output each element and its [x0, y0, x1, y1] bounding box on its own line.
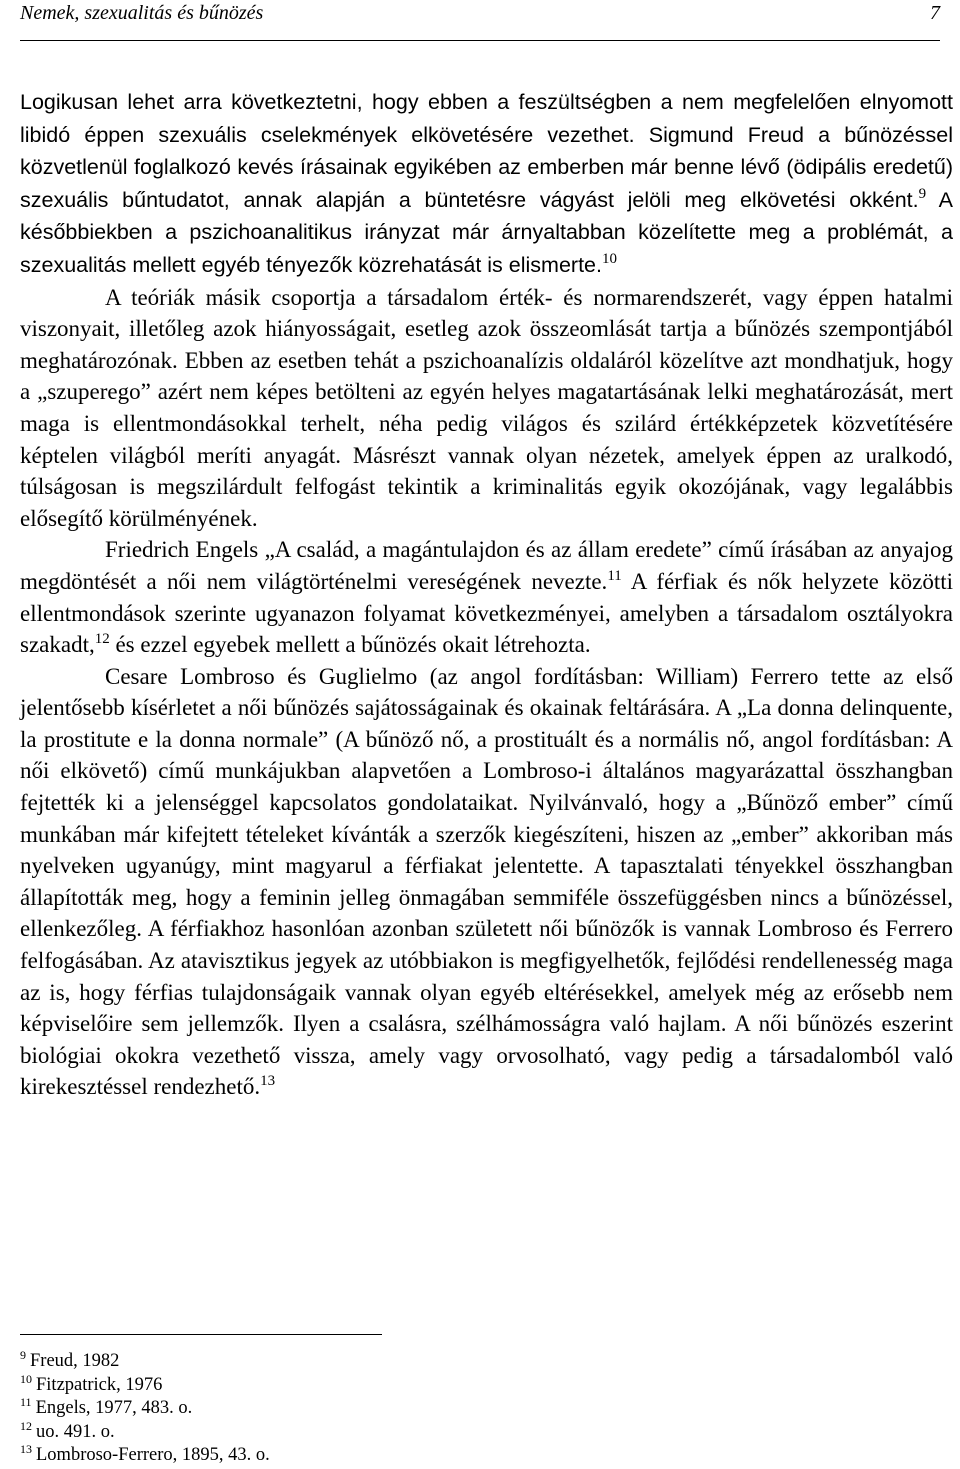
footnotes: [20, 1350, 620, 1468]
paragraph-3-text-cont: A férfiak és nők helyzete közötti ellentmondások szerinte ugyanazon folyamat következményei, amelyben a társadalom osztályokra szakadt,: [20, 568, 953, 658]
footnote-ref-11: 11: [607, 567, 622, 584]
running-header: [20, 0, 940, 41]
paragraph-3-text: Friedrich Engels „A család, a magántulajdon és az állam eredete” című írásában az anyajog megdöntését a női nem világtörténelmi vereségének nevezte.: [20, 537, 953, 594]
footnote-12: [20, 1418, 620, 1445]
footnote-ref-13: 13: [260, 1073, 276, 1090]
footnote-ref-10: 10: [601, 250, 617, 267]
footnote-number: 11: [20, 1395, 32, 1410]
footnote-9: [20, 1350, 620, 1374]
footnote-text: Freud, 1982: [30, 1351, 120, 1371]
page-number: 7: [930, 2, 940, 24]
footnote-11: [20, 1397, 620, 1421]
footnote-text: Engels, 1977, 483. o.: [35, 1398, 193, 1419]
footnote-text: Lombroso-Ferrero, 1895, 43. o.: [36, 1445, 270, 1466]
footnote-ref-12: 12: [94, 631, 110, 648]
paragraph-4-text: Cesare Lombroso és Guglielmo (az angol fordításban: William) Ferrero tette az első jelentősebb kísérletet a női bűnözés sajátosságainak és okainak feltárására. A „La donna delinquente, la prostitute e la donna normale” (A bűnöző nő, a prostituált és a normális nő, angol fordításban: A női elkövető) című munkájukban alapvetően a Lombroso-i általános magyarázattal összhangban fejtették ki a jelenséggel kapcsolatos gondolataikat. Nyilvánvaló, hogy a „Bűnöző ember” című munkában már kifejtett tételeket kívánták a szerzők kiegészíteni, hiszen az „ember” akkoriban más nyelveken ugyanúgy, mint magyarul a férfiakat jelentette. A tapasztalati tényekkel összhangban állapították meg, hogy a feminin jelleg önmagában semmiféle összefüggésben nincs a bűnözéssel, ellenkezőleg. A férfiakhoz hasonlóan azonban született női bűnözők is vannak Lombroso és Ferrero felfogásában. Az atavisztikus jegyek az utóbbiakon is megfigyelhetők, fejlődési rendellenesség maga az is, hogy férfias tulajdonságaik vannak olyan egyéb eltérésekkel, amelyek még az erősebb nem képviselőire sem jellemzők. Ilyen a csalásra, szélhámosságra való hajlam. A női bűnözés eszerint biológiai okokra vezethető vissza, amely vagy orvosolható, vagy pedig a társadalomból való kirekesztéssel rendezhető.: [20, 663, 953, 1100]
footnote-number: 9: [20, 1348, 26, 1362]
body-text: [20, 86, 953, 1103]
paragraph-3-text-end: és ezzel egyebek mellett a bűnözés okait létrehozta.: [109, 632, 591, 658]
footnote-separator: [20, 1334, 382, 1335]
footnote-text: uo. 491. o.: [36, 1421, 115, 1442]
paragraph-1-text-cont: A későbbiekben a pszichoanalitikus irányzat már árnyaltabban közelítette meg a problémát, a szexualitás mellett egyéb tényezők közrehatását is elismerte.: [20, 187, 953, 277]
footnote-number: 12: [20, 1418, 32, 1433]
footnote-text: Fitzpatrick, 1976: [36, 1374, 163, 1395]
paragraph-1-text: Logikusan lehet arra következtetni, hogy ebben a feszültségben a nem megfelelően elnyomott libidó éppen szexuális cselekmények elkövetésére vezethet. Sigmund Freud a bűnözéssel közvetlenül foglalkozó kevés írásainak egyikében az emberben már benne lévő (ödipális eredetű) szexuális bűntudatot, annak alapján a büntetésre vágyást jelöli meg elkövetési okként.: [20, 90, 953, 212]
paragraph-2: A teóriák másik csoportja a társadalom érték- és normarendszerét, vagy éppen hatalmi viszonyait, illetőleg azok hiányosságait, esetleg azok összeomlását tartja a bűnözés szempontjából meghatározónak. Ebben az esetben tehát a pszichoanalízis oldaláról közelítve azt mondhatjuk, hogy a „szuperego” azért nem képes betölteni az egyén helyes magatartásának lelki meghatározását, mert maga is ellentmondásokkal terhelt, néha pedig világos és szilárd értékképzetek közvetítésére képtelen világból meríti anyagát. Másrészt vannak olyan nézetek, amelyek éppen az uralkodó, túlságosan is megszilárdult felfogást tekintik a kriminalitás egyik okozójának, vagy legalábbis elősegítő körülményének.: [20, 284, 953, 531]
paragraph-4: [20, 661, 953, 1103]
footnote-number: 10: [20, 1371, 32, 1386]
paragraph-1: [20, 86, 953, 282]
footnote-10: [20, 1371, 620, 1398]
footnote-ref-9: 9: [918, 185, 927, 202]
header-title: Nemek, szexualitás és bűnözés: [20, 2, 264, 24]
footnote-13: [20, 1444, 620, 1468]
footnote-number: 13: [20, 1442, 32, 1457]
paragraph-3: [20, 534, 953, 660]
